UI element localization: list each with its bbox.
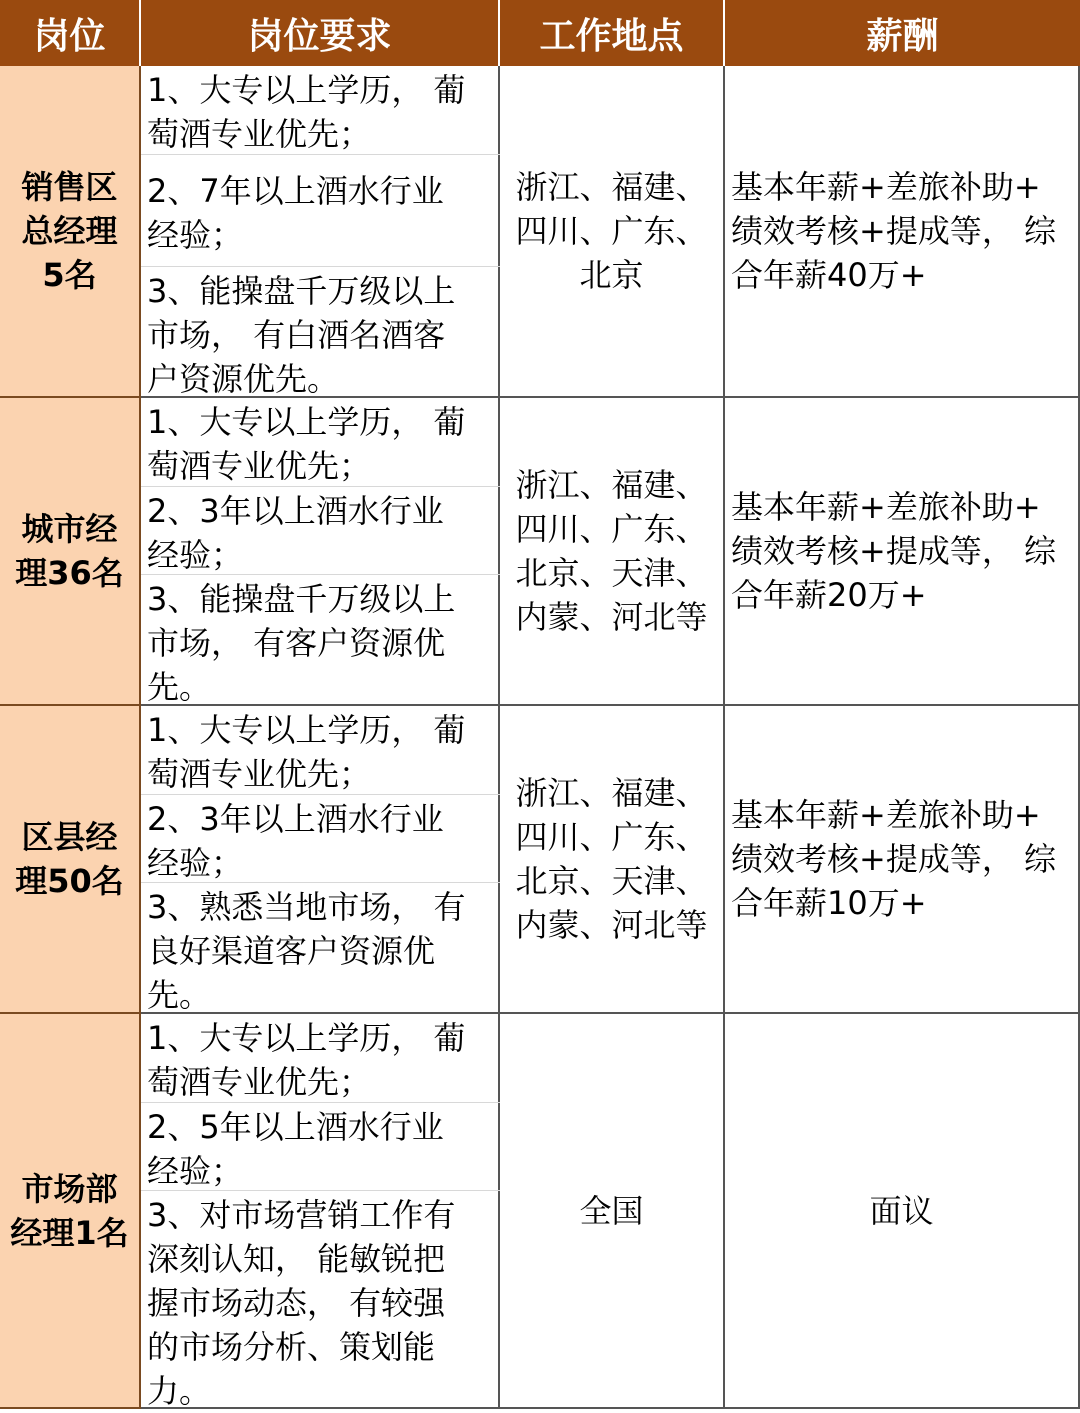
header-requirements: 岗位要求 <box>141 0 500 66</box>
position-line: 市场部 <box>21 1169 118 1208</box>
requirements-cell <box>141 398 500 706</box>
location-cell <box>500 1014 725 1409</box>
requirement-line: 先。 <box>147 976 212 1014</box>
position-cell <box>0 706 141 1014</box>
requirement-line: 萄酒专业优先； <box>147 1063 372 1101</box>
requirement-item <box>141 574 500 704</box>
requirement-line: 力。 <box>147 1372 212 1410</box>
location-line: 四川、广东、 <box>515 510 708 548</box>
requirement-line: 经验； <box>147 1152 244 1190</box>
requirement-line: 2、3年以上酒水行业 <box>147 492 444 530</box>
requirement-line: 经验； <box>147 844 244 882</box>
location-line: 四川、广东、 <box>515 818 708 856</box>
requirement-line: 先。 <box>147 668 212 706</box>
location-line: 全国 <box>579 1191 644 1230</box>
location-line: 内蒙、河北等 <box>515 906 708 944</box>
requirements-cell <box>141 66 500 398</box>
requirement-line: 握市场动态， 有较强 <box>147 1284 446 1322</box>
requirement-line: 3、熟悉当地市场， 有 <box>147 888 466 926</box>
salary-line: 绩效考核+提成等， 综 <box>731 212 1056 250</box>
salary-line: 绩效考核+提成等， 综 <box>731 840 1056 878</box>
requirement-item <box>141 706 500 794</box>
requirement-line: 萄酒专业优先； <box>147 115 372 153</box>
salary-line: 基本年薪+差旅补助+ <box>731 796 1041 834</box>
position-line: 销售区 <box>21 168 118 206</box>
requirement-item <box>141 154 500 266</box>
salary-cell <box>725 66 1080 398</box>
location-line: 浙江、福建、 <box>515 774 708 812</box>
location-line: 北京、天津、 <box>515 554 708 592</box>
salary-line: 合年薪20万+ <box>731 576 927 614</box>
requirement-item <box>141 794 500 882</box>
location-line: 内蒙、河北等 <box>515 598 708 636</box>
requirement-line: 的市场分析、策划能 <box>147 1328 436 1366</box>
header-salary: 薪酬 <box>725 0 1080 66</box>
location-line: 浙江、福建、 <box>515 466 708 504</box>
position-line: 城市经 <box>21 510 118 548</box>
position-line: 5名 <box>42 256 97 294</box>
requirement-line: 1、大专以上学历， 葡 <box>147 403 466 441</box>
requirement-line: 市场， 有白酒名酒客 <box>147 316 446 354</box>
requirement-line: 萄酒专业优先； <box>147 755 372 793</box>
salary-line: 基本年薪+差旅补助+ <box>731 488 1041 526</box>
location-line: 浙江、福建、 <box>515 168 708 206</box>
position-cell <box>0 66 141 398</box>
requirement-item <box>141 486 500 574</box>
requirement-item <box>141 1190 500 1410</box>
location-cell <box>500 66 725 398</box>
header-position: 岗位 <box>0 0 141 66</box>
location-line: 北京 <box>579 256 644 294</box>
requirement-line: 1、大专以上学历， 葡 <box>147 1019 466 1057</box>
salary-cell <box>725 1014 1080 1409</box>
requirement-line: 3、对市场营销工作有 <box>147 1196 456 1234</box>
salary-line: 合年薪40万+ <box>731 256 927 294</box>
requirement-item <box>141 1102 500 1190</box>
requirement-line: 经验； <box>147 536 244 574</box>
position-line: 理36名 <box>15 554 124 592</box>
position-cell <box>0 1014 141 1409</box>
salary-line: 基本年薪+差旅补助+ <box>731 168 1041 206</box>
salary-cell <box>725 706 1080 1014</box>
requirement-item <box>141 398 500 486</box>
requirement-item <box>141 66 500 154</box>
requirements-cell <box>141 1014 500 1409</box>
position-cell <box>0 398 141 706</box>
requirement-line: 萄酒专业优先； <box>147 447 372 485</box>
requirement-line: 市场， 有客户资源优 <box>147 624 446 662</box>
requirement-line: 深刻认知， 能敏锐把 <box>147 1240 446 1278</box>
position-line: 区县经 <box>21 818 118 856</box>
requirement-line: 1、大专以上学历， 葡 <box>147 71 466 109</box>
requirement-line: 2、5年以上酒水行业 <box>147 1108 444 1146</box>
requirement-line: 3、能操盘千万级以上 <box>147 272 456 310</box>
requirement-item <box>141 882 500 1012</box>
salary-line: 合年薪10万+ <box>731 884 927 922</box>
location-line: 四川、广东、 <box>515 212 708 250</box>
location-cell <box>500 706 725 1014</box>
requirement-line: 良好渠道客户资源优 <box>147 932 436 970</box>
requirement-line: 户资源优先。 <box>147 360 340 398</box>
requirement-line: 3、能操盘千万级以上 <box>147 580 456 618</box>
header-location: 工作地点 <box>500 0 725 66</box>
requirement-line: 2、3年以上酒水行业 <box>147 800 444 838</box>
location-line: 北京、天津、 <box>515 862 708 900</box>
position-line: 理50名 <box>15 862 124 900</box>
position-line: 经理1名 <box>10 1213 129 1252</box>
requirement-item <box>141 266 500 396</box>
requirements-cell <box>141 706 500 1014</box>
salary-line: 绩效考核+提成等， 综 <box>731 532 1056 570</box>
requirement-line: 经验； <box>147 216 244 254</box>
requirement-item <box>141 1014 500 1102</box>
requirement-line: 1、大专以上学历， 葡 <box>147 711 466 749</box>
position-line: 总经理 <box>21 212 118 250</box>
requirement-line: 2、7年以上酒水行业 <box>147 172 444 210</box>
salary-line: 面议 <box>869 1191 934 1230</box>
salary-cell <box>725 398 1080 706</box>
location-cell <box>500 398 725 706</box>
